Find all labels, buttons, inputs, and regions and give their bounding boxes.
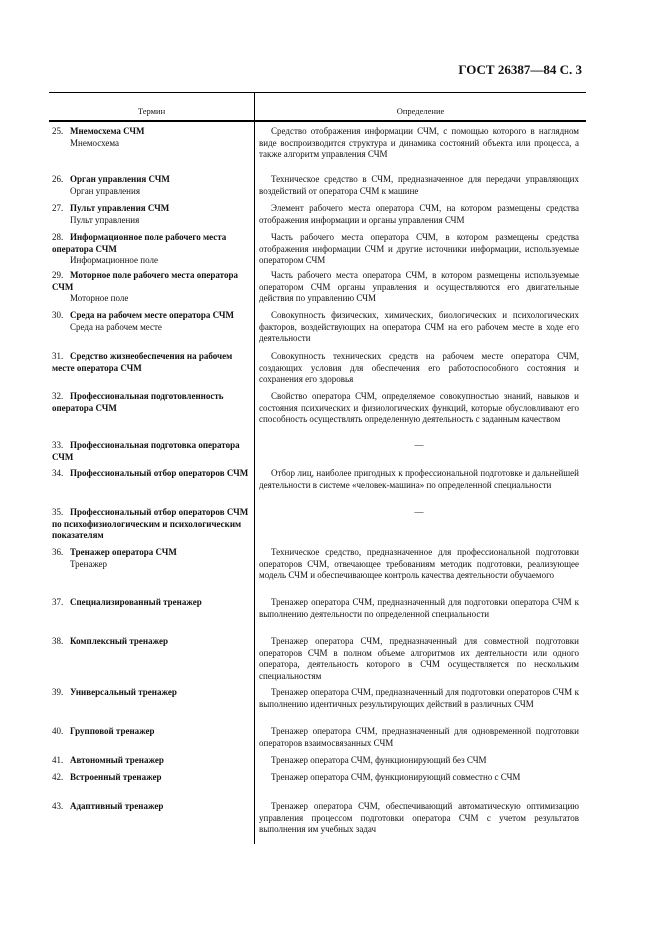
term-cell	[52, 270, 252, 305]
term-number: 40.	[52, 726, 64, 736]
definition-cell	[259, 755, 579, 767]
definition-text: —	[414, 440, 424, 450]
term-name: Специализированный тренажер	[70, 597, 202, 607]
term-name: Профессиональный отбор операторов СЧМ	[70, 468, 249, 478]
term-number: 41.	[52, 755, 64, 765]
definition-cell	[259, 772, 579, 784]
term-name: Информационное поле рабочего места оператора СЧМ	[52, 232, 227, 254]
term-name: Орган управления СЧМ	[70, 174, 170, 184]
column-header-definition: Определение	[396, 106, 445, 116]
definition-text: —	[414, 507, 424, 517]
term-cell	[52, 310, 252, 333]
term-name: Комплексный тренажер	[70, 636, 168, 646]
definition-text: Техническое средство, предназначенное для профессиональной подготовки операторов СЧМ, отвечающее требованиям методик подготовки, реализующее модель СЧМ и обеспечивающее контроль качества деятельности обучаемого	[259, 547, 579, 580]
term-number: 26.	[52, 174, 64, 184]
definition-cell	[259, 270, 579, 305]
definition-text: Часть рабочего места оператора СЧМ, в котором размещены используемые оператором СЧМ органы управления и осуществляются его двигательные действия по управлению СЧМ	[259, 270, 579, 303]
definition-cell	[259, 440, 579, 452]
term-number: 38.	[52, 636, 64, 646]
term-number: 42.	[52, 772, 64, 782]
term-cell	[52, 203, 252, 226]
definition-cell	[259, 687, 579, 710]
definition-cell	[259, 597, 579, 620]
term-number: 30.	[52, 310, 64, 320]
term-cell	[52, 507, 252, 542]
term-synonym: Мнемосхема	[70, 137, 120, 148]
term-cell	[52, 440, 252, 463]
definition-text: Тренажер оператора СЧМ, предназначенный для подготовки оператора СЧМ к выполнению деятельности по определенной специальности	[259, 597, 579, 619]
term-number: 36.	[52, 547, 64, 557]
definition-text: Техническое средство в СЧМ, предназначенное для передачи управляющих воздействий от оператора СЧМ к машине	[259, 174, 579, 196]
term-name: Автономный тренажер	[70, 755, 164, 765]
definition-cell	[259, 126, 579, 161]
definition-text: Свойство оператора СЧМ, определяемое совокупностью знаний, навыков и состояния психических и физиологических функций, которые обусловливают его способность осуществлять определенную деятельность с заданным качеством	[259, 391, 579, 424]
term-number: 43.	[52, 801, 64, 811]
term-number: 32.	[52, 391, 64, 401]
term-number: 39.	[52, 687, 64, 697]
definition-text: Тренажер оператора СЧМ, функционирующий без СЧМ	[271, 755, 487, 765]
term-number: 33.	[52, 440, 64, 450]
definition-cell	[259, 468, 579, 491]
term-number: 29.	[52, 270, 64, 280]
term-cell	[52, 597, 252, 609]
definition-cell	[259, 726, 579, 749]
term-cell	[52, 126, 252, 149]
definition-text: Тренажер оператора СЧМ, функционирующий совместно с СЧМ	[271, 772, 521, 782]
definition-cell	[259, 801, 579, 836]
definition-text: Средство отображения информации СЧМ, с помощью которого в наглядном виде воспроизводится структура и динамика состояний объекта или процесса, а также алгоритм управления СЧМ	[259, 126, 579, 159]
term-number: 34.	[52, 468, 64, 478]
definition-text: Часть рабочего места оператора СЧМ, в котором размещены средства отображения информации СЧМ и другие источники информации, используемые оператором СЧМ	[259, 232, 579, 265]
term-synonym: Моторное поле	[70, 293, 129, 303]
term-number: 28.	[52, 232, 64, 242]
table-header-rule	[49, 120, 586, 122]
definition-cell	[259, 203, 579, 226]
term-cell	[52, 351, 252, 374]
table-top-rule	[49, 92, 586, 93]
definition-text: Отбор лиц, наиболее пригодных к профессиональной подготовке и дальнейшей деятельности в системе «человек-машина» по определенной специальности	[259, 468, 579, 490]
term-name: Моторное поле рабочего места оператора СЧМ	[52, 270, 238, 292]
definition-text: Совокупность технических средств на рабочем месте оператора СЧМ, создающих условия для обеспечения его работоспособного состояния и сохранения его здоровья	[259, 351, 579, 384]
term-synonym: Среда на рабочем месте	[70, 321, 162, 332]
definition-text: Элемент рабочего места оператора СЧМ, на котором размещены средства отображения информации и органы управления СЧМ	[259, 203, 579, 225]
term-cell	[52, 391, 252, 414]
definition-cell	[259, 547, 579, 582]
term-name: Пульт управления СЧМ	[70, 203, 170, 213]
definition-cell	[259, 391, 579, 426]
definition-cell	[259, 507, 579, 519]
term-cell	[52, 755, 252, 767]
term-synonym: Пульт управления	[70, 214, 140, 225]
term-synonym: Информационное поле	[70, 255, 158, 265]
definition-cell	[259, 232, 579, 267]
term-name: Тренажер оператора СЧМ	[70, 547, 177, 557]
definition-text: Совокупность физических, химических, биологических и психологических факторов, воздействующих на оператора СЧМ на его рабочем месте в ходе его деятельности	[259, 310, 579, 343]
definition-cell	[259, 636, 579, 682]
term-cell	[52, 636, 252, 648]
term-name: Встроенный тренажер	[70, 772, 162, 782]
term-cell	[52, 726, 252, 738]
term-cell	[52, 468, 252, 480]
term-synonym: Тренажер	[70, 558, 108, 569]
term-name: Профессиональная подготовка оператора СЧМ	[52, 440, 240, 462]
term-cell	[52, 801, 252, 813]
term-name: Средство жизнеобеспечения на рабочем месте оператора СЧМ	[52, 351, 233, 373]
term-number: 25.	[52, 126, 64, 136]
term-name: Среда на рабочем месте оператора СЧМ	[70, 310, 235, 320]
definition-cell	[259, 174, 579, 197]
term-name: Универсальный тренажер	[70, 687, 177, 697]
table-column-divider	[254, 92, 255, 844]
term-number: 37.	[52, 597, 64, 607]
definition-cell	[259, 351, 579, 386]
term-number: 35.	[52, 507, 64, 517]
term-name: Мнемосхема СЧМ	[70, 126, 145, 136]
definition-cell	[259, 310, 579, 345]
term-name: Профессиональная подготовленность оператора СЧМ	[52, 391, 224, 413]
term-synonym: Орган управления	[70, 185, 140, 196]
term-cell	[52, 547, 252, 570]
definition-text: Тренажер оператора СЧМ, предназначенный для одновременной подготовки операторов взаимосвязанных СЧМ	[259, 726, 579, 748]
term-cell	[52, 174, 252, 197]
term-cell	[52, 772, 252, 784]
term-name: Профессиональный отбор операторов СЧМ по психофизиологическим и психологическим показателям	[52, 507, 249, 540]
term-cell	[52, 687, 252, 699]
definition-text: Тренажер оператора СЧМ, предназначенный для совместной подготовки операторов СЧМ в полном объеме алгоритмов их деятельности или одного оператора, деятельность которого в СЧМ осуществляется по нескольким специальностям	[259, 636, 579, 681]
term-name: Адаптивный тренажер	[70, 801, 164, 811]
page-header: ГОСТ 26387—84 С. 3	[458, 62, 582, 77]
term-number: 31.	[52, 351, 64, 361]
definition-text: Тренажер оператора СЧМ, обеспечивающий автоматическую оптимизацию управления процессом подготовки оператора СЧМ с учетом результатов выполнения им учебных задач	[259, 801, 579, 834]
term-name: Групповой тренажер	[70, 726, 155, 736]
term-number: 27.	[52, 203, 64, 213]
column-header-term: Термин	[137, 106, 166, 116]
term-cell	[52, 232, 252, 267]
definition-text: Тренажер оператора СЧМ, предназначенный для подготовки операторов СЧМ к выполнению идентичных результирующих действий в различных СЧМ	[259, 687, 579, 709]
